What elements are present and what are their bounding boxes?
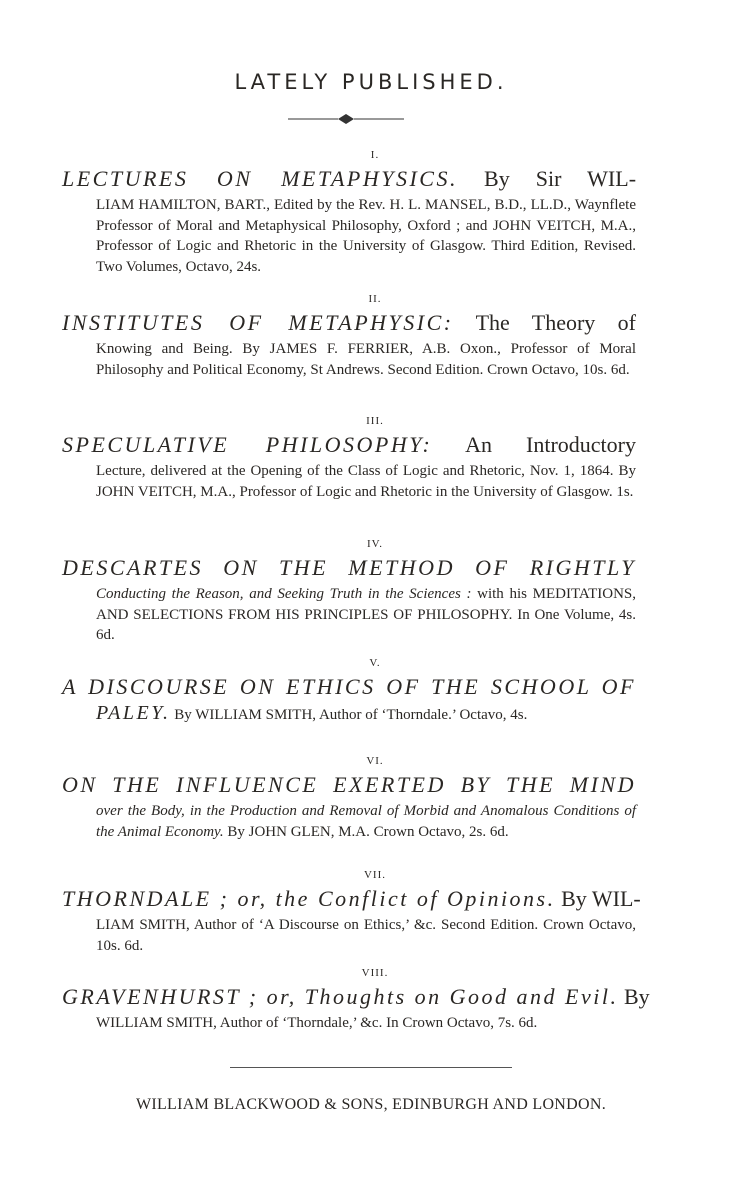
- entry-lead: The Theory of: [475, 310, 636, 335]
- entry-title: SPECULATIVE PHILOSOPHY:: [62, 432, 433, 457]
- entry-description: Lecture, delivered at the Opening of the Class of Logic and Rhetoric, Nov. 1, 1864. By JOHN VEITCH, M.A., Professor of Logic and Rhetoric in the University of Glasgow. 1s.: [96, 463, 636, 500]
- entry-description: LIAM SMITH, Author of ‘A Discourse on Ethics,’ &c. Second Edition. Crown Octavo, 10s. 6d.: [96, 917, 636, 954]
- entry-title-line: [62, 553, 636, 583]
- entry-2: [0, 290, 742, 380]
- entry-title: GRAVENHURST ; or, Thoughts on Good and Evil.: [62, 984, 619, 1009]
- entry-title: ON THE INFLUENCE EXERTED BY THE MIND: [62, 772, 636, 797]
- entry-numeral: V.: [369, 657, 381, 669]
- entry-description: [96, 703, 636, 726]
- entry-subtitle: over the Body, in the Production and Removal of Morbid and Anomalous Conditions of the Animal Economy.: [96, 803, 636, 840]
- entry-title-line: [62, 430, 636, 460]
- entry-title-line: [62, 672, 636, 702]
- entry-title: LECTURES ON METAPHYSICS.: [62, 166, 458, 191]
- entry-numeral: I.: [370, 149, 380, 161]
- publisher-imprint: WILLIAM BLACKWOOD & SONS, EDINBURGH AND LONDON.: [135, 1096, 607, 1113]
- entry-lead: By: [623, 984, 650, 1009]
- entry-details: By WILLIAM SMITH, Author of ‘Thorndale.’ Octavo, 4s.: [174, 707, 528, 723]
- entry-lead: An Introductory: [465, 432, 636, 457]
- entry-3: [0, 412, 742, 502]
- entry-title: A DISCOURSE ON ETHICS OF THE SCHOOL OF: [62, 674, 636, 699]
- entry-lead: By Sir WIL-: [484, 166, 637, 191]
- entry-numeral: VII.: [363, 869, 387, 881]
- entry-title-line: [62, 884, 641, 914]
- entry-title-line: [62, 164, 636, 194]
- entry-title: THORNDALE ; or, the Conflict of Opinions.: [62, 886, 556, 911]
- entry-description: LIAM HAMILTON, BART., Edited by the Rev. H. L. MANSEL, B.D., LL.D., Waynflete Professor of Moral and Metaphysical Philosophy, Oxford ; and JOHN VEITCH, M.A., Professor of Logic and Rhetoric in the University of Glasgow. Third Edition, Revised. Two Volumes, Octavo, 24s.: [96, 197, 636, 275]
- entry-4: [0, 535, 742, 646]
- entry-details: with his MEDITATIONS, AND SELECTIONS FROM HIS PRINCIPLES OF PHILOSOPHY. In One Volume, 4s. 6d.: [96, 586, 637, 643]
- entry-7: [0, 866, 742, 956]
- entry-details: By JOHN GLEN, M.A. Crown Octavo, 2s. 6d.: [227, 823, 509, 840]
- entry-lead: By WIL-: [561, 886, 641, 911]
- entry-description: Knowing and Being. By JAMES F. FERRIER, A.B. Oxon., Professor of Moral Philosophy and Political Economy, St Andrews. Second Edition. Crown Octavo, 10s. 6d.: [96, 341, 636, 378]
- entry-title: DESCARTES ON THE METHOD OF RIGHTLY: [62, 555, 636, 580]
- entry-numeral: II.: [368, 293, 382, 305]
- entry-1: [0, 146, 742, 277]
- entry-title-line: [62, 308, 636, 338]
- entry-description: WILLIAM SMITH, Author of ‘Thorndale,’ &c. In Crown Octavo, 7s. 6d.: [96, 1015, 538, 1031]
- entry-5: [0, 654, 742, 726]
- entry-numeral: VIII.: [361, 967, 389, 979]
- entry-title-line: [62, 770, 636, 800]
- entry-description: [96, 584, 636, 646]
- entry-title-line: [62, 982, 650, 1012]
- entry-title: INSTITUTES OF METAPHYSIC:: [62, 310, 454, 335]
- entry-6: [0, 752, 742, 842]
- entry-title-continuation: PALEY.: [96, 702, 171, 724]
- entry-numeral: IV.: [367, 538, 383, 550]
- page-heading: LATELY PUBLISHED.: [234, 70, 508, 94]
- entry-subtitle: Conducting the Reason, and Seeking Truth in the Sciences :: [96, 586, 472, 602]
- diamond-rule-ornament: [288, 112, 404, 126]
- entry-description: [96, 801, 636, 842]
- entry-numeral: III.: [366, 415, 384, 427]
- entry-8: [0, 964, 742, 1034]
- entry-numeral: VI.: [366, 755, 384, 767]
- footer-divider: [230, 1067, 512, 1068]
